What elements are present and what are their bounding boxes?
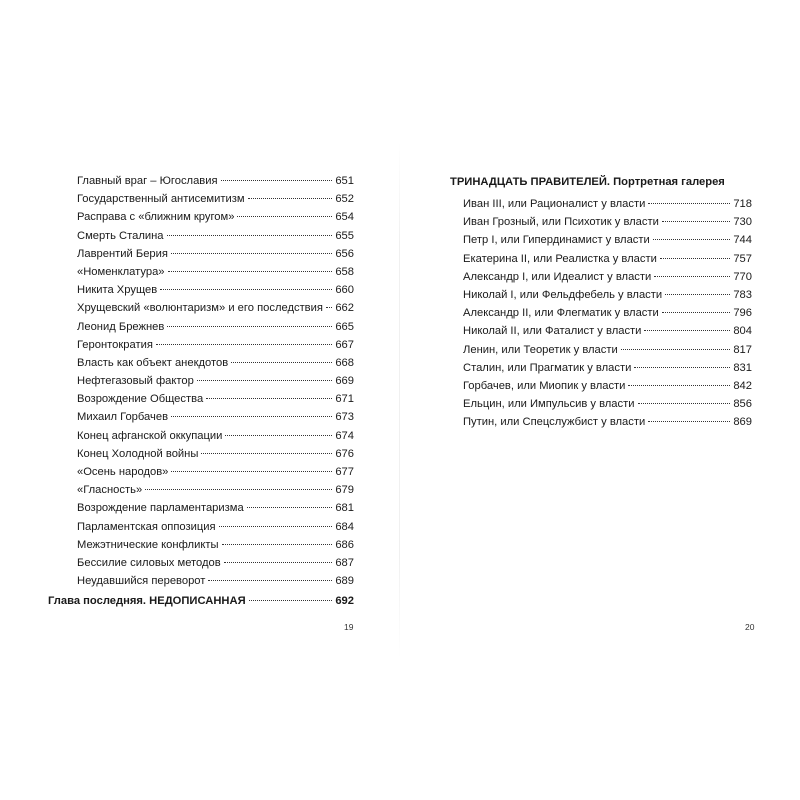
dot-leader [224,562,333,563]
toc-entry-page: 687 [335,556,354,569]
toc-entry-title: Межэтнические конфликты [77,538,219,551]
dot-leader [662,221,730,222]
toc-entry-page: 668 [335,356,354,369]
toc-entry-page: 655 [335,229,354,242]
dot-leader [665,294,730,295]
toc-entry [48,408,354,426]
toc-entry-title: Возрождение Общества [77,393,204,406]
dot-leader [648,421,730,422]
toc-entry [450,286,752,304]
dot-leader [167,235,333,236]
toc-entry-title: Возрождение парламентаризма [77,502,244,515]
toc-entry [450,213,752,231]
toc-entry-title: Леонид Брежнев [77,320,165,333]
toc-entry-page: 856 [733,398,752,411]
left-toc-list [48,172,354,611]
toc-entry-page: 692 [335,595,354,608]
toc-entry-title: Николай II, или Фаталист у власти [463,325,642,338]
section-heading: ТРИНАДЦАТЬ ПРАВИТЕЛЕЙ. Портретная галерея [450,176,725,188]
toc-entry-title: Расправа с «ближним кругом» [77,211,235,224]
toc-entry-title: Александр II, или Флегматик у власти [463,307,659,320]
toc-entry-title: Александр I, или Идеалист у власти [463,270,652,283]
dot-leader [248,198,333,199]
toc-entry [48,536,354,554]
dot-leader [171,416,332,417]
toc-entry-page: 770 [733,270,752,283]
dot-leader [231,362,332,363]
dot-leader [201,453,332,454]
toc-entry-title: Иван Грозный, или Психотик у власти [463,216,659,229]
toc-entry-page: 654 [335,211,354,224]
toc-entry-title: «Осень народов» [77,466,169,478]
toc-entry [450,395,752,413]
page-number-left: 19 [344,622,354,632]
right-toc-list [450,195,752,431]
toc-entry-title: Николай I, или Фельдфебель у власти [463,288,663,301]
toc-entry-title: Иван III, или Рационалист у власти [463,198,646,210]
toc-entry-title: Сталин, или Прагматик у власти [463,361,632,374]
page-number-right: 20 [745,622,755,632]
toc-entry-title: «Номенклатура» [77,265,165,278]
toc-entry [450,413,752,431]
dot-leader [653,239,731,240]
dot-leader [156,344,332,345]
toc-entry-title: Горбачев, или Миопик у власти [463,379,626,392]
dot-leader [648,203,730,204]
dot-leader [644,330,730,331]
toc-entry-page: 658 [335,265,354,278]
toc-entry-title: Ленин, или Теоретик у власти [463,343,618,356]
toc-entry-title: Смерть Сталина [77,229,164,242]
toc-entry [48,390,354,408]
toc-entry-page: 684 [335,520,354,533]
toc-entry-title: Парламентская оппозиция [77,520,216,533]
right-page [400,0,800,800]
toc-entry-page: 673 [335,411,354,424]
toc-entry-page: 796 [733,307,752,320]
dot-leader [221,180,333,181]
toc-entry [450,359,752,377]
toc-entry-page: 651 [335,175,354,187]
toc-entry [48,227,354,245]
toc-entry [450,231,752,249]
toc-entry [48,463,354,481]
toc-entry [48,499,354,517]
toc-entry-page: 681 [335,502,354,515]
toc-entry [48,427,354,445]
toc-entry-page: 660 [335,284,354,297]
toc-entry [450,250,752,268]
toc-entry-page: 671 [335,393,354,406]
toc-entry [48,372,354,390]
toc-entry-title: Государственный антисемитизм [77,193,245,206]
toc-entry [48,208,354,226]
toc-entry [48,336,354,354]
toc-entry-page: 674 [335,429,354,442]
toc-entry-title: Глава последняя. НЕДОПИСАННАЯ [48,595,246,608]
toc-entry [48,445,354,463]
toc-entry [450,377,752,395]
toc-entry-page: 686 [335,538,354,551]
dot-leader [167,326,332,327]
toc-entry [450,268,752,286]
toc-entry-page: 744 [733,234,752,247]
toc-entry [48,190,354,208]
toc-entry-page: 679 [335,484,354,497]
dot-leader [160,289,332,290]
dot-leader [628,385,730,386]
toc-entry-title: Лаврентий Берия [77,247,168,260]
dot-leader [206,398,332,399]
dot-leader [171,471,332,472]
toc-entry-page: 652 [335,193,354,206]
dot-leader [219,526,333,527]
dot-leader [237,216,332,217]
toc-entry [450,304,752,322]
toc-entry [48,263,354,281]
toc-entry-page: 689 [335,575,354,588]
dot-leader [247,507,333,508]
toc-entry-title: Неудавшийся переворот [77,575,206,588]
toc-entry-page: 667 [335,338,354,351]
toc-entry-title: Ельцин, или Импульсив у власти [463,398,635,411]
toc-entry-title: Конец афганской оккупации [77,429,223,442]
toc-entry [48,318,354,336]
toc-entry-title: Нефтегазовый фактор [77,375,194,388]
toc-entry-title: Екатерина II, или Реалистка у власти [463,252,657,265]
toc-entry-title: Главный враг – Югославия [77,175,218,187]
toc-entry-title: Михаил Горбачев [77,411,169,424]
toc-entry-page: 665 [335,320,354,333]
toc-entry-page: 757 [733,252,752,265]
dot-leader [662,312,731,313]
toc-entry-page: 718 [733,198,752,210]
toc-entry-page: 783 [733,288,752,301]
toc-chapter-entry [48,592,354,610]
toc-entry-page: 677 [335,466,354,478]
toc-entry [450,322,752,340]
toc-entry [48,245,354,263]
dot-leader [225,435,332,436]
toc-entry [48,354,354,372]
dot-leader [654,276,730,277]
toc-entry-title: Никита Хрущев [77,284,158,297]
toc-entry-page: 662 [335,302,354,315]
dot-leader [660,258,730,259]
toc-entry-page: 730 [733,216,752,229]
toc-entry-title: Петр I, или Гипердинамист у власти [463,234,650,247]
toc-entry-page: 669 [335,375,354,388]
toc-entry-page: 656 [335,247,354,260]
toc-entry-title: Власть как объект анекдотов [77,356,229,369]
toc-entry-page: 869 [733,416,752,429]
dot-leader [145,489,332,490]
dot-leader [208,580,332,581]
toc-entry-title: Геронтократия [77,338,153,351]
dot-leader [222,544,333,545]
toc-entry [48,518,354,536]
toc-entry-title: «Гласность» [77,484,143,497]
dot-leader [634,367,730,368]
dot-leader [168,271,333,272]
toc-entry [48,281,354,299]
dot-leader [621,349,731,350]
dot-leader [197,380,332,381]
dot-leader [171,253,332,254]
toc-entry [450,195,752,213]
dot-leader [326,307,332,308]
toc-entry-title: Хрущевский «волюнтаризм» и его последствия [77,302,323,315]
toc-entry [450,341,752,359]
toc-entry-title: Конец Холодной войны [77,447,199,460]
toc-entry-page: 817 [733,343,752,356]
toc-entry-title: Путин, или Спецслужбист у власти [463,416,646,429]
toc-entry-title: Бессилие силовых методов [77,556,221,569]
toc-entry-page: 804 [733,325,752,338]
toc-entry-page: 842 [733,379,752,392]
toc-entry [48,572,354,590]
toc-entry [48,481,354,499]
dot-leader [249,600,333,601]
toc-entry [48,554,354,572]
toc-entry-page: 676 [335,447,354,460]
toc-entry-page: 831 [733,361,752,374]
toc-entry [48,299,354,317]
dot-leader [638,403,731,404]
toc-entry [48,172,354,190]
